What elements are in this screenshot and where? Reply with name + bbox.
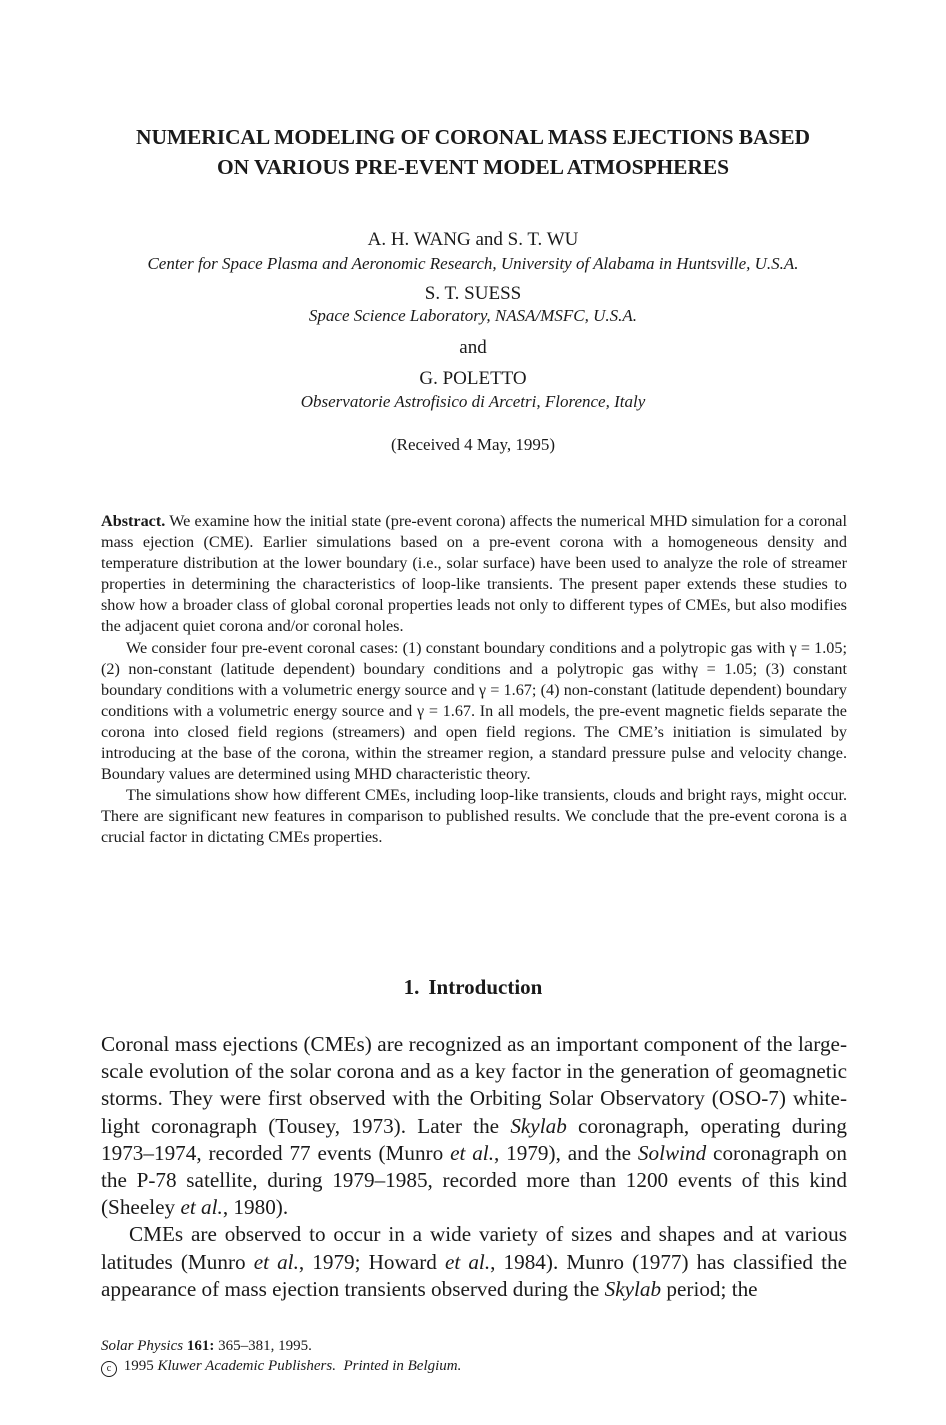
intro-text-run: Coronal mass ejections (CMEs) are recognized as an important component of the large-scale evolution of the solar corona and as a key factor in the generation of geomagnetic storms. They were first observed with the Orbiting Solar Observatory (OSO-7) white-light coronagraph (Tousey, 1973). Later the — [101, 1032, 847, 1138]
received-date: (Received 4 May, 1995) — [390, 435, 556, 454]
page-footer — [101, 1336, 801, 1377]
author-affiliation-2: Space Science Laboratory, NASA/MSFC, U.S.A. — [308, 306, 638, 325]
intro-italic-run: Solwind — [637, 1140, 707, 1165]
intro-paragraph-2 — [101, 1221, 847, 1303]
abstract-paragraph-2: We consider four pre-event coronal cases: (1) constant boundary conditions and a polytropic gas with γ = 1.05; (2) non-constant (latitude dependent) boundary conditions and a polytropic gas withγ = 1.05; (3) constant boundary conditions with a volumetric energy source and γ = 1.67; (4) non-constant (latitude dependent) boundary conditions with a volumetric energy source and γ = 1.67. In all models, the pre-event magnetic fields separate the corona into closed field regions (streamers) and open field regions. The CME’s initiation is simulated by introducing at the base of the corona, within the streamer region, a standard pressure pulse and velocity change. Boundary values are determined using MHD characteristic theory. — [101, 638, 847, 784]
intro-italic-run: et al. — [444, 1249, 491, 1274]
intro-text-run: CMEs are observed to occur in a wide variety of sizes and shapes and at various latitudes (Munro — [101, 1222, 847, 1274]
author-affiliation-1: Center for Space Plasma and Aeronomic Research, University of Alabama in Huntsville, U.S.A. — [147, 254, 799, 273]
intro-italic-run: et al. — [450, 1140, 494, 1165]
intro-paragraph-1 — [101, 1031, 847, 1221]
citation-line — [101, 1336, 801, 1356]
abstract-label: Abstract. — [101, 512, 166, 530]
copyright-line — [101, 1356, 801, 1377]
intro-italic-run: et al. — [253, 1249, 299, 1274]
section-heading — [60, 973, 886, 1001]
section-number: 1. — [403, 975, 420, 999]
intro-italic-run: Skylab — [604, 1276, 662, 1301]
author-affiliation-3: Observatorie Astrofisico di Arcetri, Florence, Italy — [300, 392, 646, 411]
author-names-1: A. H. WANG and S. T. WU — [367, 229, 579, 250]
intro-text-run: , 1979), and the — [494, 1140, 638, 1165]
title-line-1: NUMERICAL MODELING OF CORONAL MASS EJECTIONS BASED — [136, 125, 810, 149]
author-names-2: S. T. SUESS — [424, 283, 522, 304]
abstract — [101, 511, 847, 849]
printed-location: Printed in Belgium. — [343, 1358, 462, 1374]
intro-text-run: , 1984). Munro (1977) has classified the appearance of mass ejection transients observed during the — [101, 1249, 847, 1301]
paper-title — [60, 122, 886, 182]
intro-text-run: coronagraph, operating during 1973–1974, recorded 77 events (Munro — [101, 1113, 848, 1165]
intro-italic-run: et al. — [180, 1195, 223, 1220]
intro-text-run: period; the — [661, 1276, 758, 1301]
author-conjunction: and — [459, 337, 487, 358]
abstract-paragraph-3: The simulations show how different CMEs, including loop-like transients, clouds and bright rays, might occur. There are significant new features in comparison to published results. We conclude that the pre-event corona is a crucial factor in dictating CMEs properties. — [101, 786, 847, 847]
journal-pages: 365–381, 1995. — [218, 1338, 312, 1354]
author-names-3: G. POLETTO — [419, 368, 527, 389]
introduction-body — [101, 1031, 847, 1303]
section-title: Introduction — [428, 975, 543, 999]
journal-volume: 161: — [186, 1338, 215, 1354]
journal-name: Solar Physics — [101, 1338, 184, 1354]
abstract-text-1: We examine how the initial state (pre-event corona) affects the numerical MHD simulation for a coronal mass ejection (CME). Earlier simulations based on a pre-event corona with a homogeneous density and temperature distribution at the lower boundary (i.e., solar surface) have been used to analyze the role of streamer properties in determining the characteristics of loop-like transients. The present paper extends these studies to show how a broader class of global coronal properties leads not only to different types of CMEs, but also modifies the adjacent quiet corona and/or coronal holes. — [101, 512, 847, 636]
intro-italic-run: Skylab — [510, 1113, 567, 1138]
title-line-2: ON VARIOUS PRE-EVENT MODEL ATMOSPHERES — [217, 155, 729, 179]
intro-text-run: , 1980). — [222, 1195, 289, 1220]
copyright-year: 1995 — [123, 1358, 154, 1374]
abstract-paragraph-1 — [101, 511, 847, 638]
intro-text-run: , 1979; Howard — [298, 1249, 445, 1274]
publisher-name: Kluwer Academic Publishers. — [157, 1358, 336, 1374]
intro-text-run: coronagraph on the P-78 satellite, during 1979–1985, recorded more than 1200 events of this kind (Sheeley — [101, 1140, 847, 1220]
copyright-icon: c — [101, 1361, 117, 1377]
